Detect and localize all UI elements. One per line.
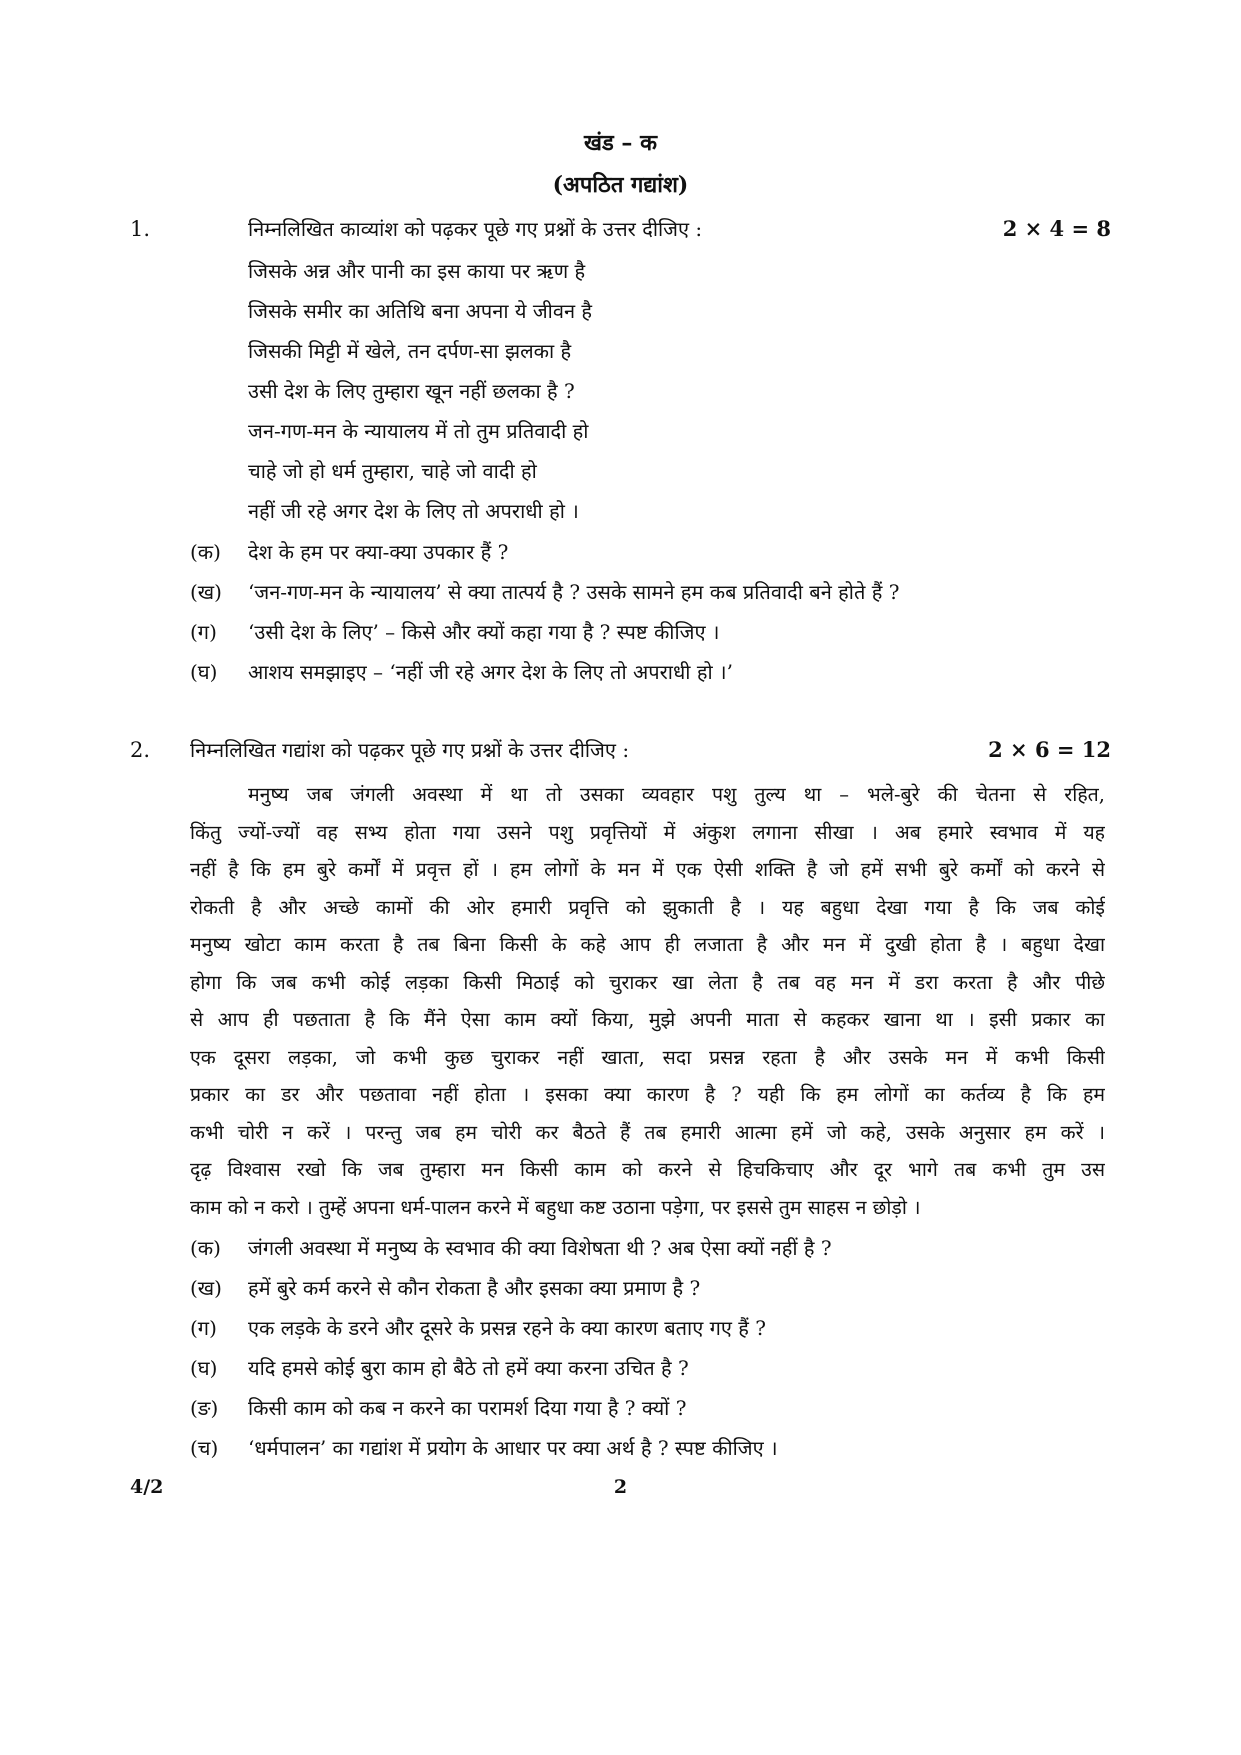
prose-passage bbox=[190, 776, 1105, 1226]
section-title: खंड – क bbox=[584, 130, 657, 156]
subquestion-item bbox=[190, 1428, 832, 1468]
section-subtitle: (अपठित गद्यांश) bbox=[552, 172, 689, 198]
passage-line: प्रकार का डर और पछतावा नहीं होता । इसका क्या कारण है ? यही कि हम लोगों का कर्तव्य है कि हम bbox=[190, 1083, 1105, 1106]
subquestion-label: (घ) bbox=[190, 1356, 218, 1380]
subquestion-text: किसी काम को कब न करने का परामर्श दिया गया है ? क्यों ? bbox=[248, 1396, 687, 1420]
subquestion-item bbox=[190, 612, 899, 652]
page-number: 2 bbox=[613, 1476, 628, 1498]
question-1-marks: 2 × 4 = 8 bbox=[1002, 216, 1111, 241]
passage-line: दृढ़ विश्वास रखो कि जब तुम्हारा मन किसी काम को करने से हिचकिचाए और दूर भागे तब कभी तुम उस bbox=[190, 1158, 1105, 1181]
paper-code: 4/2 bbox=[130, 1476, 164, 1498]
subquestion-text: यदि हमसे कोई बुरा काम हो बैठे तो हमें क्या करना उचित है ? bbox=[248, 1356, 689, 1380]
passage-line: किंतु ज्यों-ज्यों वह सभ्य होता गया उसने पशु प्रवृत्तियों में अंकुश लगाना सीखा । अब हमारे स्वभाव में यह bbox=[190, 820, 1105, 844]
subquestion-item bbox=[190, 1268, 832, 1308]
passage-line: नहीं है कि हम बुरे कर्मों में प्रवृत्त हों । हम लोगों के मन में एक ऐसी शक्ति है जो हमें सभी बुरे कर्मों को करने से bbox=[190, 858, 1105, 881]
subquestion-text: एक लड़के के डरने और दूसरे के प्रसन्न रहने के क्या कारण बताए गए हैं ? bbox=[248, 1316, 767, 1340]
question-2-number: 2. bbox=[130, 738, 151, 762]
passage-line: मनुष्य खोटा काम करता है तब बिना किसी के कहे आप ही लजाता है और मन में दुखी होता है । बहुधा देखा bbox=[190, 933, 1105, 956]
subquestion-item bbox=[190, 1308, 832, 1348]
subquestion-text: ‘धर्मपालन’ का गद्यांश में प्रयोग के आधार पर क्या अर्थ है ? स्पष्ट कीजिए । bbox=[248, 1436, 778, 1460]
poem-line: जिसकी मिट्टी में खेले, तन दर्पण-सा झलका है bbox=[248, 339, 572, 363]
poem-stanza bbox=[248, 251, 592, 531]
subquestion-label: (ग) bbox=[190, 620, 217, 644]
subquestion-item bbox=[190, 1388, 832, 1428]
subquestion-item bbox=[190, 652, 899, 692]
subquestion-label: (क) bbox=[190, 1236, 221, 1260]
subquestion-item bbox=[190, 1348, 832, 1388]
subquestion-item bbox=[190, 572, 899, 612]
subquestion-text: ‘जन-गण-मन के न्यायालय’ से क्या तात्पर्य है ? उसके सामने हम कब प्रतिवादी बने होते हैं ? bbox=[248, 580, 900, 604]
question-2-prompt: निम्नलिखित गद्यांश को पढ़कर पूछे गए प्रश्नों के उत्तर दीजिए : bbox=[190, 738, 630, 762]
subquestion-label: (ख) bbox=[190, 580, 222, 604]
question-1-number: 1. bbox=[130, 217, 151, 241]
passage-line: एक दूसरा लड़का, जो कभी कुछ चुराकर नहीं खाता, सदा प्रसन्न रहता है और उसके मन में कभी किसी bbox=[190, 1045, 1105, 1069]
passage-line: मनुष्य जब जंगली अवस्था में था तो उसका व्यवहार पशु तुल्य था – भले-बुरे की चेतना से रहित, bbox=[248, 783, 1105, 806]
subquestion-item bbox=[190, 1228, 832, 1268]
passage-line: से आप ही पछताता है कि मैंने ऐसा काम क्यों किया, मुझे अपनी माता से कहकर खाना था । इसी प्रकार का bbox=[190, 1008, 1105, 1031]
subquestion-text: जंगली अवस्था में मनुष्य के स्वभाव की क्या विशेषता थी ? अब ऐसा क्यों नहीं है ? bbox=[248, 1236, 832, 1260]
subquestion-item bbox=[190, 532, 899, 572]
passage-line: रोकती है और अच्छे कामों की ओर हमारी प्रवृत्ति को झुकाती है । यह बहुधा देखा गया है कि जब कोई bbox=[190, 895, 1105, 919]
subquestion-text: देश के हम पर क्या-क्या उपकार हैं ? bbox=[248, 540, 509, 564]
subquestion-label: (ख) bbox=[190, 1276, 222, 1300]
question-1-prompt: निम्नलिखित काव्यांश को पढ़कर पूछे गए प्रश्नों के उत्तर दीजिए : bbox=[248, 217, 703, 241]
question-2-subquestions bbox=[190, 1228, 832, 1468]
subquestion-text: आशय समझाइए – ‘नहीं जी रहे अगर देश के लिए तो अपराधी हो ।’ bbox=[248, 660, 733, 684]
poem-line: जिसके समीर का अतिथि बना अपना ये जीवन है bbox=[248, 299, 593, 323]
poem-line: उसी देश के लिए तुम्हारा खून नहीं छलका है ? bbox=[248, 379, 575, 403]
subquestion-text: हमें बुरे कर्म करने से कौन रोकता है और इसका क्या प्रमाण है ? bbox=[248, 1276, 701, 1300]
question-2-marks: 2 × 6 = 12 bbox=[988, 737, 1111, 762]
passage-line: होगा कि जब कभी कोई लड़का किसी मिठाई को चुराकर खा लेता है तब वह मन में डरा करता है और पीछे bbox=[190, 970, 1105, 994]
passage-line: कभी चोरी न करें । परन्तु जब हम चोरी कर बैठते हैं तब हमारी आत्मा हमें जो कहे, उसके अनुसार हम करें । bbox=[190, 1120, 1105, 1144]
poem-line: जन-गण-मन के न्यायालय में तो तुम प्रतिवादी हो bbox=[248, 419, 589, 443]
question-1-subquestions bbox=[190, 532, 899, 692]
poem-line: नहीं जी रहे अगर देश के लिए तो अपराधी हो । bbox=[248, 499, 579, 523]
subquestion-text: ‘उसी देश के लिए’ – किसे और क्यों कहा गया है ? स्पष्ट कीजिए । bbox=[248, 620, 720, 644]
subquestion-label: (च) bbox=[190, 1436, 219, 1460]
subquestion-label: (ग) bbox=[190, 1316, 217, 1340]
passage-line: काम को न करो । तुम्हें अपना धर्म-पालन करने में बहुधा कष्ट उठाना पड़ेगा, पर इससे तुम साहस न छोड़ो । bbox=[190, 1195, 921, 1219]
poem-line: जिसके अन्न और पानी का इस काया पर ऋण है bbox=[248, 259, 586, 283]
poem-line: चाहे जो हो धर्म तुम्हारा, चाहे जो वादी हो bbox=[248, 459, 537, 483]
subquestion-label: (ङ) bbox=[190, 1396, 219, 1420]
subquestion-label: (क) bbox=[190, 540, 221, 564]
subquestion-label: (घ) bbox=[190, 660, 218, 684]
